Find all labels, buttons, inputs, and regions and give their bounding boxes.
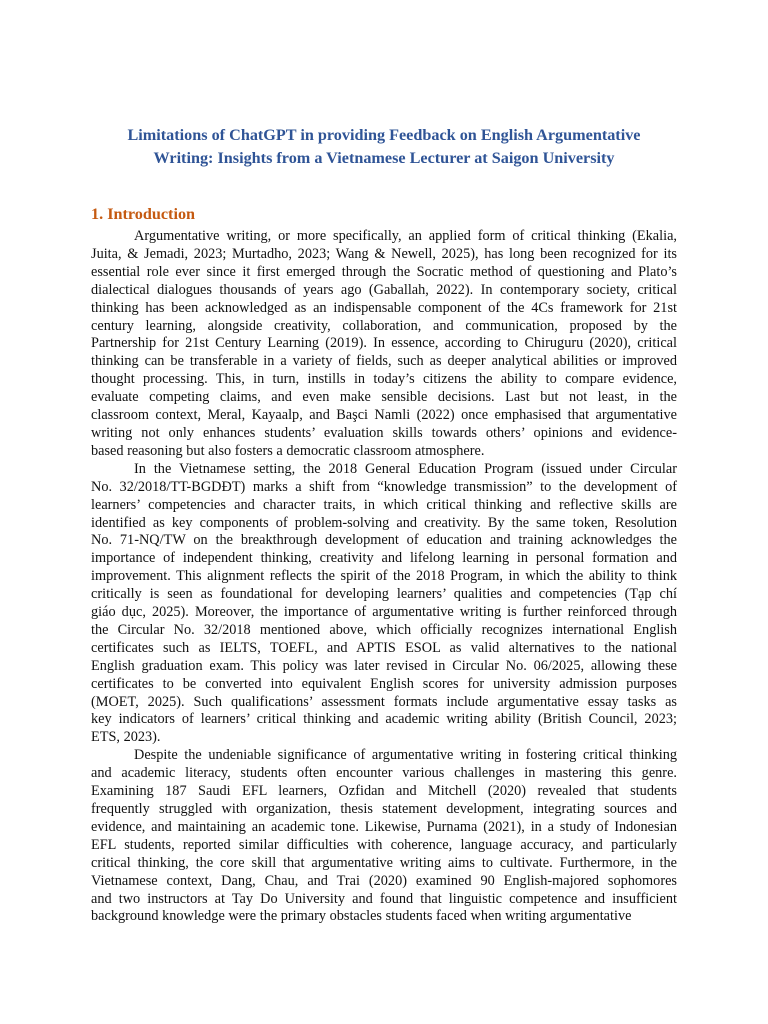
text-line: identified as key components of problem-solving and creativity. By the same token, Resolution [91,514,677,531]
text-line: and academic literacy, students often encounter various challenges in mastering this genre. [91,765,677,782]
paragraph-container [91,228,677,926]
text-line: Argumentative writing, or more specifically, an applied form of critical thinking (Ekalia, [134,228,677,244]
text-line: EFL students, reported similar difficulties with coherence, language accuracy, and particularly [91,836,677,853]
text-line: thinking can be transferable in a variety of fields, such as deeper analytical abilities or improved [91,353,677,370]
text-line: evaluate competing claims, and even make sensible decisions. Last but not least, in the [91,389,677,406]
text-line: thinking has been acknowledged as an indispensable component of the 4Cs framework for 21st [91,299,677,316]
text-line: improvement. This alignment reflects the spirit of the 2018 Program, in which the ability to think [91,568,677,585]
text-line: evidence, and maintaining an academic tone. Likewise, Purnama (2021), in a study of Indonesian [91,818,677,835]
text-line: Examining 187 Saudi EFL learners, Ozfidan and Mitchell (2020) revealed that students [91,783,677,800]
text-line: critically is seen as foundational for developing learners’ qualities and competencies (Tạp chí [91,586,677,603]
text-line: writing not only enhances students’ evaluation skills towards others’ opinions and evidence- [91,424,677,441]
text-line: certificates to be converted into equivalent English scores for university admission purposes [91,675,677,692]
text-line: No. 32/2018/TT-BGDĐT) marks a shift from “knowledge transmission” to the development of [91,478,677,495]
text-line: thought processing. This, in turn, instills in today’s citizens the ability to compare evidence, [91,371,677,388]
text-line: and two instructors at Tay Do University and found that linguistic competence and insufficient [91,890,677,907]
text-line: giáo dục, 2025). Moreover, the importance of argumentative writing is further reinforced through [91,604,677,621]
text-line: Partnership for 21st Century Learning (2019). In essence, according to Chiruguru (2020), critical [91,335,677,352]
text-line: key indicators of learners’ critical thinking and academic writing ability (British Council, 2023; [91,711,677,728]
paragraph [91,747,677,926]
text-line: dialectical dialogues thousands of years ago (Gaballah, 2022). In contemporary society, critical [91,281,677,298]
text-line: frequently struggled with organization, thesis statement development, integrating sources and [91,801,677,817]
text-line: certificates such as IELTS, TOEFL, and APTIS ESOL as valid alternatives to the national [91,639,677,656]
section-heading-introduction: 1. Introduction [91,205,196,223]
text-line: Juita, & Jemadi, 2023; Murtadho, 2023; Wang & Newell, 2025), has long been recognized for its [91,245,677,262]
text-line: In the Vietnamese setting, the 2018 General Education Program (issued under Circular [134,460,677,477]
text-line: based reasoning but also fosters a democratic classroom atmosphere. [91,442,485,459]
text-line: critical thinking, the core skill that argumentative writing aims to cultivate. Furthermore, in the [91,854,677,871]
text-line: Despite the undeniable significance of argumentative writing in fostering critical thinking [134,747,677,764]
text-line: English graduation exam. This policy was later revised in Circular No. 06/2025, allowing these [91,657,677,674]
text-line: the Circular No. 32/2018 mentioned above, which officially recognizes international English [91,621,677,638]
text-line: background knowledge were the primary obstacles students faced when writing argumentative [91,908,632,925]
text-line: learners’ competencies and character traits, in which critical thinking and reflective skills are [91,496,677,513]
paragraph [91,228,677,461]
text-line: century learning, alongside creativity, collaboration, and communication, proposed by the [91,317,677,334]
text-line: Vietnamese context, Dang, Chau, and Trai (2020) examined 90 English-majored sophomores [91,872,677,889]
introduction-body [91,228,677,926]
text-line: essential role ever since it first emerged through the Socratic method of questioning and Plato’s [91,263,677,280]
title-line: Limitations of ChatGPT in providing Feedback on English Argumentative [127,126,641,144]
paragraph [91,461,677,748]
text-line: (MOET, 2025). Such qualifications’ assessment formats include argumentative essay tasks as [91,693,677,710]
paper-title [88,124,680,170]
text-line: classroom context, Meral, Kayaalp, and Başci Namli (2022) once emphasised that argumentative [91,407,677,424]
text-line: importance of independent thinking, creativity and lifelong learning in personal formation and [91,550,677,567]
title-line: Writing: Insights from a Vietnamese Lecturer at Saigon University [153,149,615,167]
text-line: ETS, 2023). [91,729,161,746]
text-line: No. 71-NQ/TW on the breakthrough development of education and training acknowledges the [91,532,677,549]
